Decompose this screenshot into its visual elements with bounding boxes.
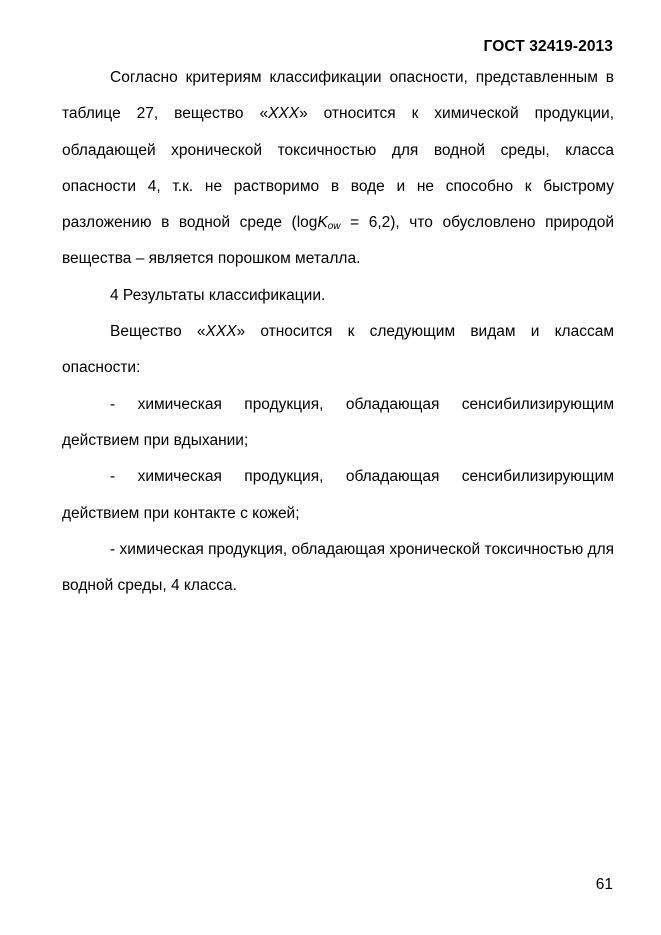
document-code-header: ГОСТ 32419-2013	[483, 38, 613, 55]
page-number: 61	[595, 876, 613, 893]
results-paragraph	[62, 314, 614, 387]
section-heading: 4 Результаты классификации.	[110, 286, 326, 304]
paragraph-text: » относится к следующим видам и классам опасности:	[62, 323, 614, 377]
list-item: - химическая продукция, обладающая хронической токсичностью для водной среды, 4 класса.	[62, 540, 615, 595]
partition-coefficient-symbol: K	[317, 214, 328, 232]
paragraph-text: » относится к химической продукции, обладающей хронической токсичностью для водной среды, класса опасности 4, т.к. не растворимо в воде и не способно к быстрому разложению в водной среде (log	[62, 105, 614, 232]
list-item: - химическая продукция, обладающая сенсибилизирующим действием при контакте с кожей;	[62, 468, 614, 522]
list-item: - химическая продукция, обладающая сенсибилизирующим действием при вдыхании;	[62, 395, 614, 449]
page-body	[62, 60, 614, 604]
substance-name: XXX	[205, 323, 237, 341]
paragraph-text: = 6,2), что обусловлено природой вещества – является порошком металла.	[62, 214, 614, 268]
paragraph-text: Вещество «	[110, 323, 206, 341]
substance-name: XXX	[268, 105, 300, 123]
partition-coefficient-subscript: ow	[327, 221, 341, 233]
paragraph-text: Согласно критериям классификации опасности, представленным в таблице 27, вещество «	[62, 69, 614, 123]
classification-paragraph	[62, 60, 614, 278]
